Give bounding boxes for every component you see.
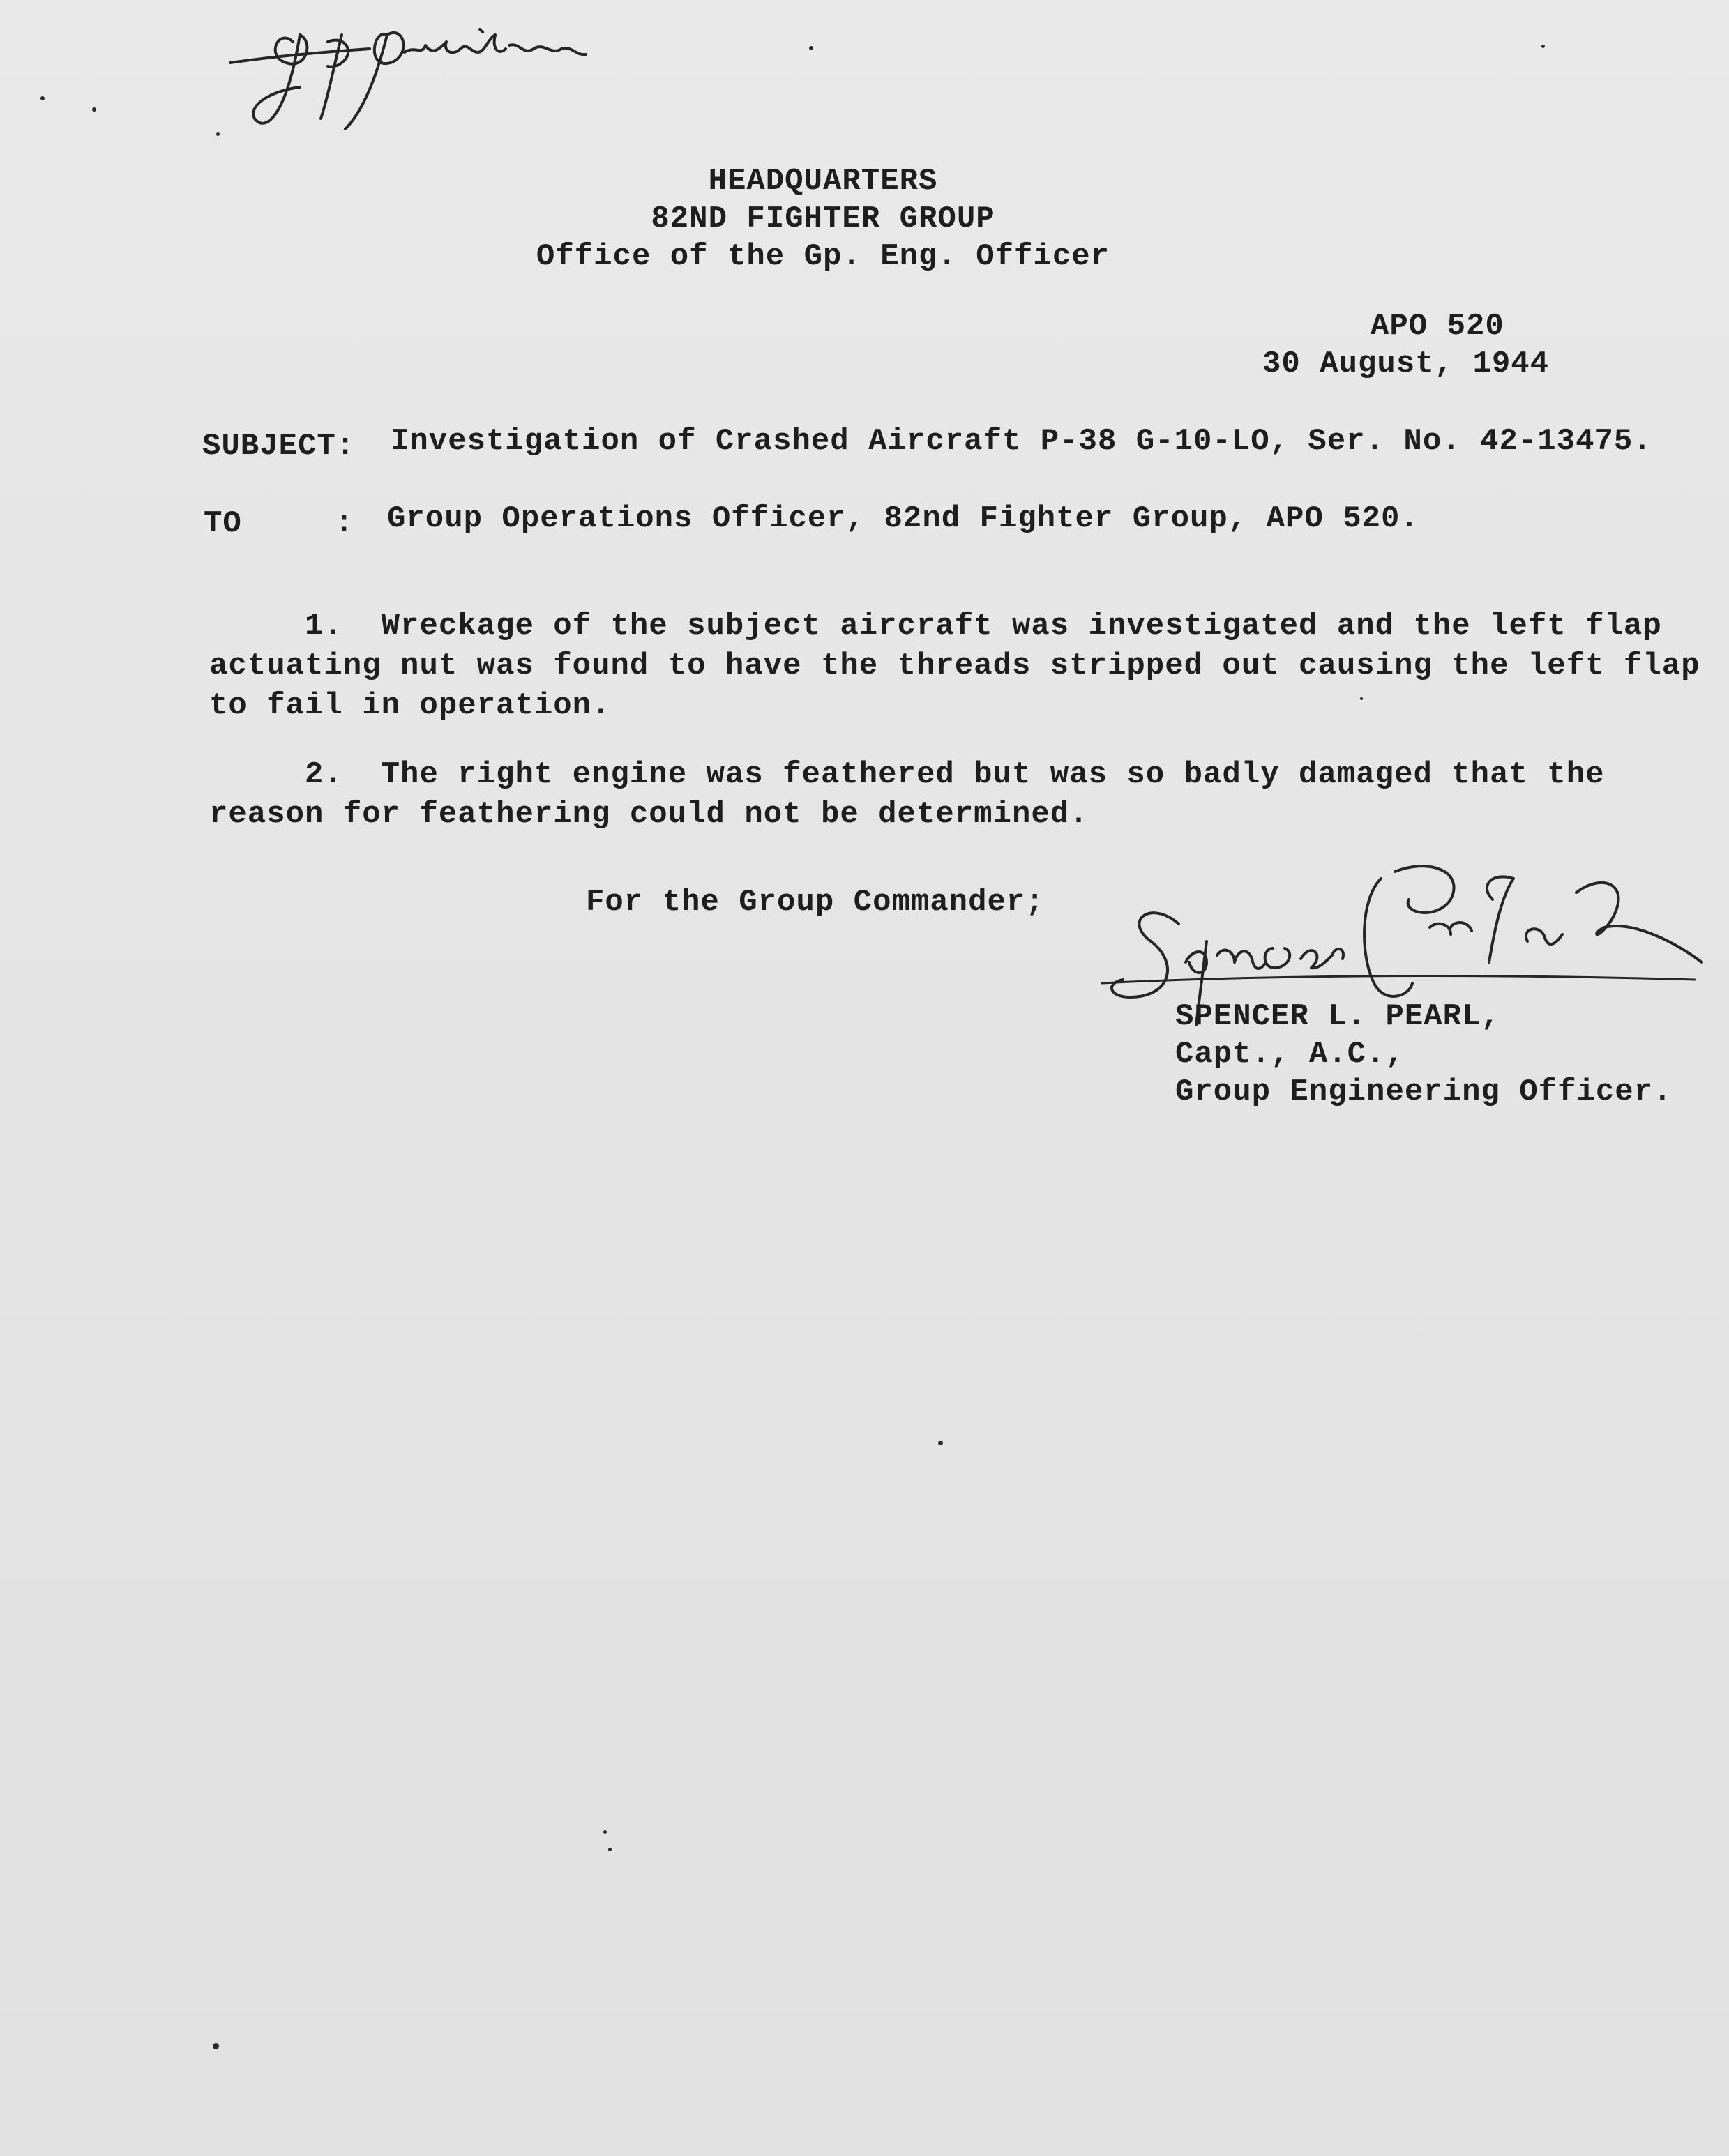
letterhead-line-2: 82ND FIGHTER GROUP bbox=[651, 202, 995, 236]
letter-date: 30 August, 1944 bbox=[1262, 347, 1550, 381]
paragraph-2-line-2: reason for feathering could not be determined. bbox=[209, 797, 1089, 832]
scan-speck bbox=[1360, 697, 1363, 700]
scan-speck bbox=[1541, 45, 1545, 48]
letterhead-line-3: Office of the Gp. Eng. Officer bbox=[536, 239, 1110, 274]
scan-speck bbox=[92, 107, 96, 112]
signer-rank: Capt., A.C., bbox=[1175, 1037, 1405, 1072]
to-label: TO bbox=[204, 506, 242, 541]
subject-label: SUBJECT: bbox=[202, 429, 356, 464]
scan-speck bbox=[603, 1830, 607, 1834]
paragraph-1-line-3: to fail in operation. bbox=[209, 688, 611, 723]
letterhead-line-1: HEADQUARTERS bbox=[708, 164, 938, 199]
closing-line: For the Group Commander; bbox=[586, 885, 1045, 920]
handwritten-note-gp-operations bbox=[223, 14, 725, 139]
scan-speck bbox=[809, 46, 813, 50]
paragraph-2-line-1: 2. The right engine was feathered but was so badly damaged that the bbox=[209, 757, 1605, 792]
subject-text: Investigation of Crashed Aircraft P-38 G-10-LO, Ser. No. 42-13475. bbox=[391, 424, 1652, 459]
paragraph-1-line-1: 1. Wreckage of the subject aircraft was investigated and the left flap bbox=[209, 609, 1662, 644]
scan-speck bbox=[608, 1848, 612, 1851]
to-colon: : bbox=[335, 506, 354, 541]
to-text: Group Operations Officer, 82nd Fighter Group, APO 520. bbox=[387, 501, 1419, 536]
signer-title: Group Engineering Officer. bbox=[1175, 1075, 1673, 1109]
scan-speck bbox=[40, 96, 45, 100]
scan-speck bbox=[216, 132, 220, 136]
apo-number: APO 520 bbox=[1371, 309, 1504, 344]
paragraph-1-line-2: actuating nut was found to have the threads stripped out causing the left flap bbox=[209, 648, 1700, 683]
signer-name: SPENCER L. PEARL, bbox=[1175, 999, 1500, 1034]
scan-speck bbox=[213, 2043, 219, 2049]
scan-speck bbox=[938, 1441, 943, 1445]
handwritten-note-text: Gp. Operations bbox=[223, 14, 229, 15]
